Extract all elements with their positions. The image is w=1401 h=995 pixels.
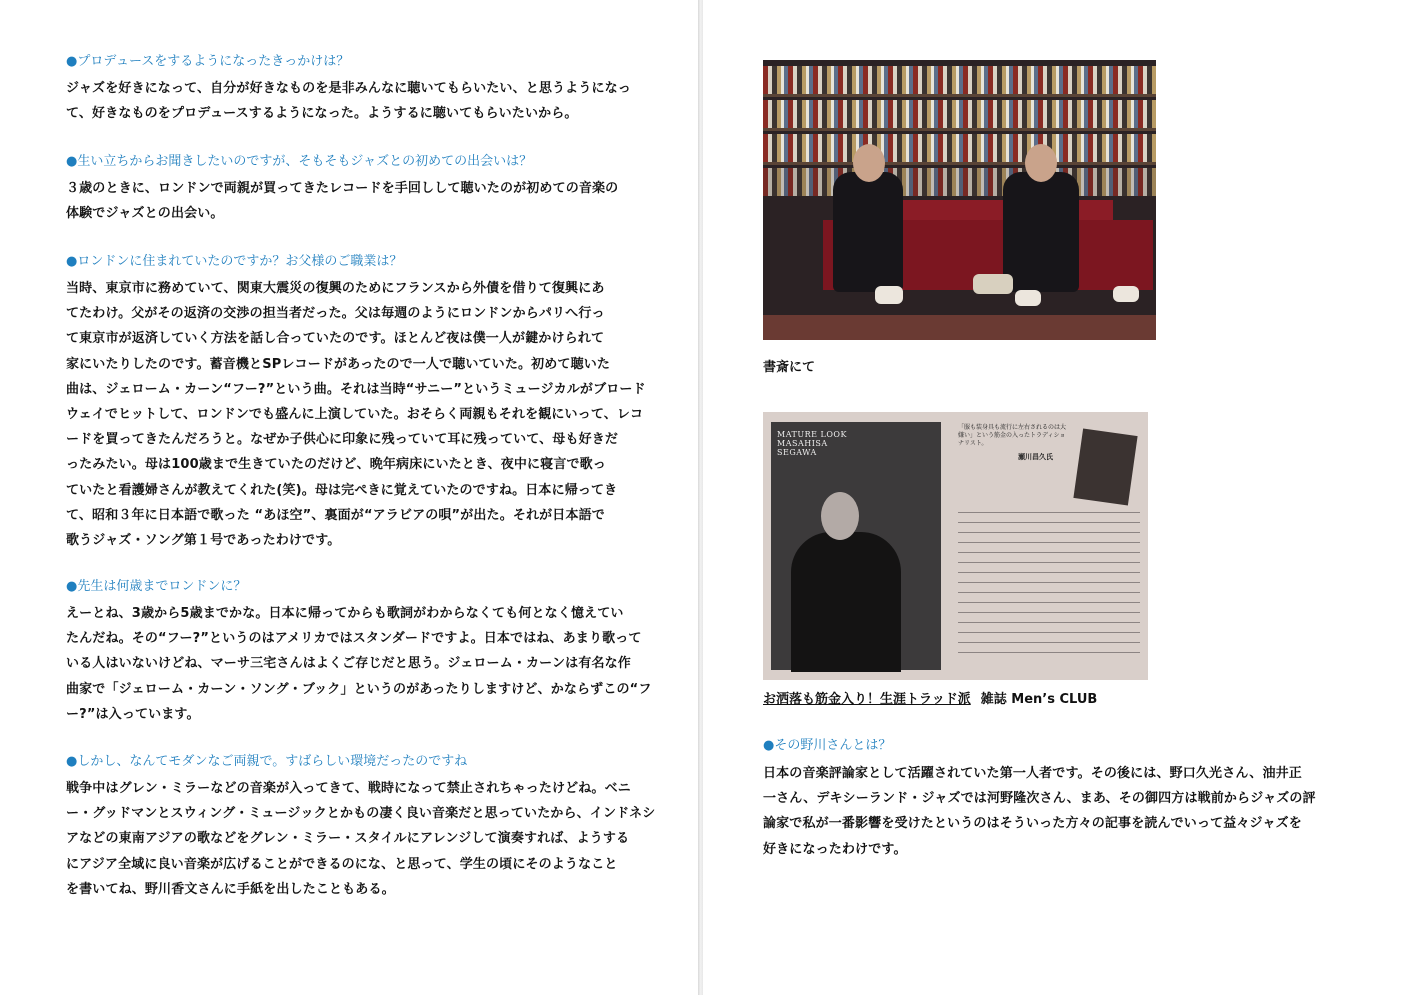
- magazine-caption: [763, 688, 1097, 707]
- study-room-photo: [763, 60, 1156, 340]
- answer-line: 日本の音楽評論家として活躍されていた第一人者です。その後には、野口久光さん、油井正: [763, 766, 1302, 781]
- question-heading: ●プロデュースをするようになったきっかけは？: [66, 54, 350, 69]
- answer-line: アなどの東南アジアの歌などをグレン・ミラー・スタイルにアレンジして演奏すれば、ようする: [66, 831, 630, 847]
- bookshelf-row: [763, 66, 1156, 94]
- answer-line: えーとね、3歳から5歳までかな。日本に帰ってからも歌詞がわからなくても何となく憶えてい: [66, 606, 624, 621]
- answer-line: 当時、東京市に務めていて、関東大震災の復興のためにフランスから外債を借りて復興にあ: [66, 281, 605, 296]
- right-page: [703, 0, 1401, 995]
- magazine-brand-title: MATURE LOOK: [777, 430, 847, 439]
- answer-paragraph: [66, 176, 656, 226]
- left-page: [0, 0, 700, 995]
- answer-line: 歌うジャズ・ソング第１号であったわけです。: [66, 533, 341, 549]
- answer-line: ったみたい。母は100歳まで生きていたのだけど、晩年病床にいたとき、夜中に寝言で歌っ: [66, 457, 606, 473]
- text-line: [958, 652, 1140, 653]
- text-line: [958, 642, 1140, 643]
- text-line: [958, 582, 1140, 583]
- text-line: [958, 532, 1140, 533]
- portrait-head: [821, 492, 859, 540]
- answer-line: ー・グッドマンとスウィング・ミュージックとかもの凄く良い音楽だと思っていたから、インドネシ: [66, 806, 656, 822]
- answer-line: にアジア全域に良い音楽が広げることができるのにな、と思って、学生の頃にそのようなこと: [66, 856, 618, 872]
- answer-line: 好きになったわけです。: [763, 841, 907, 857]
- person-right-head: [1025, 144, 1057, 182]
- question-heading: ●生い立ちからお聞きしたいのですが、そもそもジャズとの初めての出会いは？: [66, 154, 533, 169]
- answer-line: を書いてね、野川香文さんに手紙を出したこともある。: [66, 881, 395, 897]
- coffee-table: [763, 315, 1156, 340]
- question-heading: ●しかし、なんてモダンなご両親で。すばらしい環境だったのですね: [66, 754, 468, 769]
- magazine-caption-title: お洒落も筋金入り！生涯トラッド派: [763, 692, 971, 707]
- photo-caption: 書斎にて: [763, 360, 816, 375]
- text-line: [958, 522, 1140, 523]
- text-line: [958, 552, 1140, 553]
- answer-line: 体験でジャズとの出会い。: [66, 206, 224, 222]
- answer-line: てたわけ。父がその返済の交渉の担当者だった。父は毎週のようにロンドンからパリへ行っ: [66, 306, 605, 322]
- answer-line: いる人はいないけどね、マーサ三宅さんはよくご存じだと思う。ジェローム・カーンは有名な作: [66, 656, 631, 672]
- answer-line: ていたと看護婦さんが教えてくれた(笑)。母は完ぺきに覚えていたのですね。日本に帰ってき: [66, 482, 618, 498]
- answer-paragraph: [66, 601, 656, 727]
- answer-paragraph: [66, 76, 656, 126]
- text-line: [958, 562, 1140, 563]
- portrait-body: [791, 532, 901, 672]
- answer-paragraph: [66, 776, 656, 902]
- magazine-brand: [777, 430, 847, 457]
- answer-line: 家にいたりしたのです。蓄音機とSPレコードがあったので一人で聴いていた。初めて聴いた: [66, 356, 611, 372]
- bookshelf-row: [763, 168, 1156, 196]
- answer-line: 曲は、ジェローム・カーン“フー?”という曲。それは当時“サニー”というミュージカルがブロード: [66, 381, 646, 397]
- answer-line: 一さん、デキシーランド・ジャズでは河野隆次さん、まあ、その御四方は戦前からジャズの評: [763, 791, 1316, 807]
- person-left: [833, 172, 903, 292]
- shelf-board: [763, 162, 1156, 165]
- text-line: [958, 592, 1140, 593]
- answer-line: 戦争中はグレン・ミラーなどの音楽が入ってきて、戦時になって禁止されちゃったけどね。ベニ: [66, 781, 631, 796]
- answer-line: ジャズを好きになって、自分が好きなものを是非みんなに聴いてもらいたい、と思うようになっ: [66, 81, 631, 96]
- text-line: [958, 622, 1140, 623]
- person-left-head: [853, 144, 885, 182]
- answer-line: て東京市が返済していく方法を話し合っていたのです。ほとんど夜は僕一人が鍵かけられて: [66, 331, 605, 347]
- answer-line: ウェイでヒットして、ロンドンでも盛んに上演していた。おそらく両親もそれを観にいって、レコ: [66, 407, 644, 423]
- person-right: [1003, 172, 1079, 292]
- answer-line: 曲家で「ジェローム・カーン・ソング・ブック」というのがあったりしますけど、かならずこの“フ: [66, 681, 652, 697]
- teacup: [1015, 290, 1041, 306]
- text-line: [958, 602, 1140, 603]
- answer-line: ３歳のときに、ロンドンで両親が買ってきたレコードを手回しして聴いたのが初めての音楽の: [66, 181, 619, 196]
- question-heading: ●先生は何歳までロンドンに？: [66, 579, 247, 594]
- magazine-caption-source: 雑誌 Men’s CLUB: [980, 692, 1098, 707]
- magazine-article-page: [958, 422, 1140, 670]
- answer-line: 論家で私が一番影響を受けたというのはそういった方々の記事を読んでいって益々ジャズを: [763, 816, 1302, 832]
- bookshelf-row: [763, 134, 1156, 162]
- magazine-name-first: MASAHISA: [777, 439, 828, 448]
- magazine-inset-photo: [1073, 429, 1137, 506]
- answer-line: たんだね。その“フー?”というのはアメリカではスタンダードですよ。日本ではね、あまり歌って: [66, 631, 642, 647]
- shelf-board: [763, 128, 1156, 131]
- magazine-clipping: [763, 412, 1148, 680]
- magazine-name-last: SEGAWA: [777, 448, 817, 457]
- text-line: [958, 572, 1140, 573]
- magazine-portrait-page: [771, 422, 941, 670]
- magazine-author: 瀬川昌久氏: [1018, 453, 1053, 461]
- text-line: [958, 542, 1140, 543]
- bookshelf-row: [763, 100, 1156, 128]
- answer-paragraph: [66, 276, 656, 553]
- question-heading: ●ロンドンに住まれていたのですか？お父様のご職業は？: [66, 254, 403, 269]
- magazine-headline: 「服も装身具も流行に左右されるのは大嫌い」という筋金の入ったトラディショナリスト。: [958, 424, 1067, 447]
- book-on-table: [973, 274, 1013, 294]
- text-line: [958, 632, 1140, 633]
- teacup: [1113, 286, 1139, 302]
- teacup: [875, 286, 903, 304]
- answer-line: ー?”は入っています。: [66, 706, 200, 722]
- shelf-board: [763, 94, 1156, 97]
- question-heading: ●その野川さんとは？: [763, 738, 892, 753]
- answer-paragraph: [763, 761, 1363, 862]
- text-line: [958, 512, 1140, 513]
- answer-line: て、好きなものをプロデュースするようになった。ようするに聴いてもらいたいから。: [66, 106, 578, 122]
- text-line: [958, 612, 1140, 613]
- answer-line: ードを買ってきたんだろうと。なぜか子供心に印象に残っていて耳に残っていて、母も好きだ: [66, 432, 619, 448]
- answer-line: て、昭和３年に日本語で歌った “あほ空”、裏面が“アラビアの唄”が出た。それが日本語で: [66, 507, 605, 523]
